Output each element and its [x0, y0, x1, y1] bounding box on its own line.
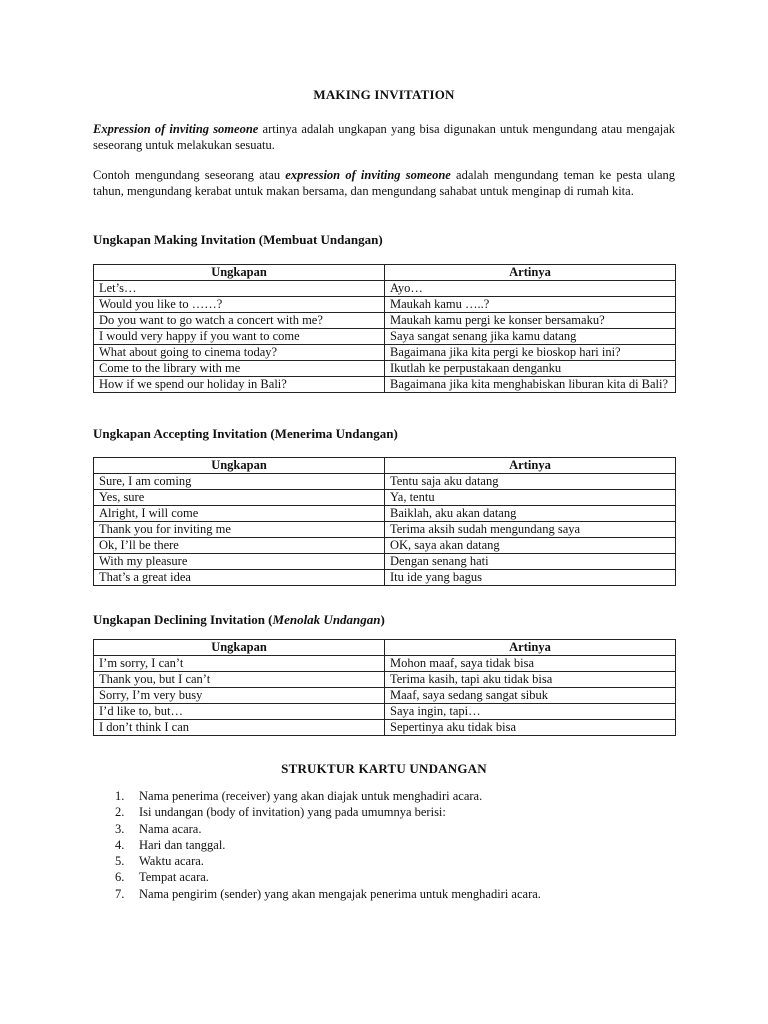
intro-term-2: expression of inviting someone — [285, 168, 451, 182]
list-item-text: Nama penerima (receiver) yang akan diajak untuk menghadiri acara. — [139, 789, 483, 803]
cell-ungkapan: Come to the library with me — [94, 361, 385, 377]
table-row — [94, 506, 676, 522]
table-header-row — [94, 640, 676, 656]
list-item — [115, 853, 675, 869]
cell-artinya: Ya, tentu — [385, 490, 676, 506]
column-header-artinya: Artinya — [385, 640, 676, 656]
declining-heading — [93, 612, 385, 628]
list-item — [115, 886, 675, 902]
cell-artinya: Saya ingin, tapi… — [385, 704, 676, 720]
cell-artinya: Dengan senang hati — [385, 554, 676, 570]
table-row — [94, 704, 676, 720]
cell-ungkapan: How if we spend our holiday in Bali? — [94, 377, 385, 393]
table-row — [94, 361, 676, 377]
table-row — [94, 656, 676, 672]
intro-text-2: adalah mengundang teman ke pesta ulang tahun, mengundang kerabat untuk makan bersama, dan mengundang sahabat untuk menginap di rumah kita. — [93, 168, 676, 198]
cell-artinya: Mohon maaf, saya tidak bisa — [385, 656, 676, 672]
table-row — [94, 313, 676, 329]
cell-artinya: Terima aksih sudah mengundang saya — [385, 522, 676, 538]
table-row — [94, 297, 676, 313]
cell-artinya: Bagaimana jika kita menghabiskan liburan kita di Bali? — [385, 377, 676, 393]
list-item-text: Tempat acara. — [139, 870, 209, 885]
accepting-table-body — [94, 474, 676, 586]
column-header-artinya: Artinya — [385, 458, 676, 474]
cell-artinya: Maukah kamu pergi ke konser bersamaku? — [385, 313, 676, 329]
table-header-row — [94, 265, 676, 281]
list-item — [115, 804, 675, 820]
cell-artinya: Terima kasih, tapi aku tidak bisa — [385, 672, 676, 688]
list-item-text: Nama acara. — [139, 821, 202, 836]
structure-list — [115, 788, 675, 902]
list-item-number: 1. — [115, 789, 125, 803]
list-item-text: Nama pengirim (sender) yang akan mengajak penerima untuk menghadiri acara. — [139, 886, 541, 901]
table-row — [94, 570, 676, 586]
document-title: MAKING INVITATION — [313, 87, 455, 102]
cell-ungkapan: That’s a great idea — [94, 570, 385, 586]
accepting-heading: Ungkapan Accepting Invitation (Menerima Undangan) — [93, 426, 398, 441]
column-header-ungkapan: Ungkapan — [94, 458, 385, 474]
cell-artinya: Ayo… — [385, 281, 676, 297]
intro-text-1: artinya adalah ungkapan yang bisa digunakan untuk mengundang atau mengajak seseorang untuk melakukan sesuatu. — [93, 122, 676, 152]
structure-heading: STRUKTUR KARTU UNDANGAN — [281, 761, 487, 776]
intro-term-1: Expression of inviting someone — [93, 122, 259, 136]
list-item — [115, 869, 675, 885]
list-item-number: 3. — [115, 821, 125, 836]
cell-artinya: Itu ide yang bagus — [385, 570, 676, 586]
table-header-row — [94, 458, 676, 474]
declining-table-body — [94, 656, 676, 736]
cell-ungkapan: Would you like to ……? — [94, 297, 385, 313]
list-item — [115, 821, 675, 837]
cell-ungkapan: Sorry, I’m very busy — [94, 688, 385, 704]
table-row — [94, 490, 676, 506]
accepting-table — [93, 457, 676, 586]
list-item-number: 2. — [115, 805, 125, 820]
cell-artinya: Maukah kamu …..? — [385, 297, 676, 313]
intro-lead-2: Contoh mengundang seseorang atau — [93, 168, 286, 182]
declining-heading-lead: Ungkapan Declining Invitation ( — [93, 612, 273, 627]
declining-heading-tail: ) — [380, 612, 385, 627]
making-table — [93, 264, 676, 393]
table-row — [94, 345, 676, 361]
list-item-number: 5. — [115, 854, 125, 869]
table-row — [94, 474, 676, 490]
cell-ungkapan: I would very happy if you want to come — [94, 329, 385, 345]
making-heading: Ungkapan Making Invitation (Membuat Undangan) — [93, 232, 383, 247]
table-row — [94, 672, 676, 688]
list-item-text: Isi undangan (body of invitation) yang pada umumnya berisi: — [139, 805, 446, 820]
table-row — [94, 522, 676, 538]
column-header-ungkapan: Ungkapan — [94, 265, 385, 281]
cell-ungkapan: Let’s… — [94, 281, 385, 297]
declining-table — [93, 639, 676, 736]
cell-ungkapan: Sure, I am coming — [94, 474, 385, 490]
cell-artinya: Baiklah, aku akan datang — [385, 506, 676, 522]
table-row — [94, 538, 676, 554]
cell-ungkapan: With my pleasure — [94, 554, 385, 570]
declining-heading-italic: Menolak Undangan — [272, 612, 381, 627]
list-item — [115, 837, 675, 853]
cell-artinya: Sepertinya aku tidak bisa — [385, 720, 676, 736]
cell-artinya: Maaf, saya sedang sangat sibuk — [385, 688, 676, 704]
intro-paragraph-1 — [93, 121, 675, 153]
cell-ungkapan: Do you want to go watch a concert with me? — [94, 313, 385, 329]
cell-ungkapan: I don’t think I can — [94, 720, 385, 736]
cell-ungkapan: Ok, I’ll be there — [94, 538, 385, 554]
cell-ungkapan: Alright, I will come — [94, 506, 385, 522]
cell-ungkapan: Thank you, but I can’t — [94, 672, 385, 688]
cell-ungkapan: Yes, sure — [94, 490, 385, 506]
table-row — [94, 688, 676, 704]
list-item — [115, 788, 675, 804]
cell-ungkapan: I’m sorry, I can’t — [94, 656, 385, 672]
cell-ungkapan: I’d like to, but… — [94, 704, 385, 720]
cell-artinya: Ikutlah ke perpustakaan denganku — [385, 361, 676, 377]
cell-artinya: Saya sangat senang jika kamu datang — [385, 329, 676, 345]
intro-paragraph-2 — [93, 167, 675, 199]
making-table-body — [94, 281, 676, 393]
column-header-artinya: Artinya — [385, 265, 676, 281]
cell-ungkapan: What about going to cinema today? — [94, 345, 385, 361]
list-item-number: 4. — [115, 837, 125, 852]
table-row — [94, 281, 676, 297]
column-header-ungkapan: Ungkapan — [94, 640, 385, 656]
list-item-number: 6. — [115, 870, 125, 885]
list-item-text: Waktu acara. — [139, 854, 204, 869]
cell-ungkapan: Thank you for inviting me — [94, 522, 385, 538]
list-item-text: Hari dan tanggal. — [139, 837, 226, 852]
table-row — [94, 329, 676, 345]
cell-artinya: Bagaimana jika kita pergi ke bioskop hari ini? — [385, 345, 676, 361]
cell-artinya: OK, saya akan datang — [385, 538, 676, 554]
table-row — [94, 377, 676, 393]
list-item-number: 7. — [115, 886, 125, 901]
table-row — [94, 720, 676, 736]
cell-artinya: Tentu saja aku datang — [385, 474, 676, 490]
table-row — [94, 554, 676, 570]
